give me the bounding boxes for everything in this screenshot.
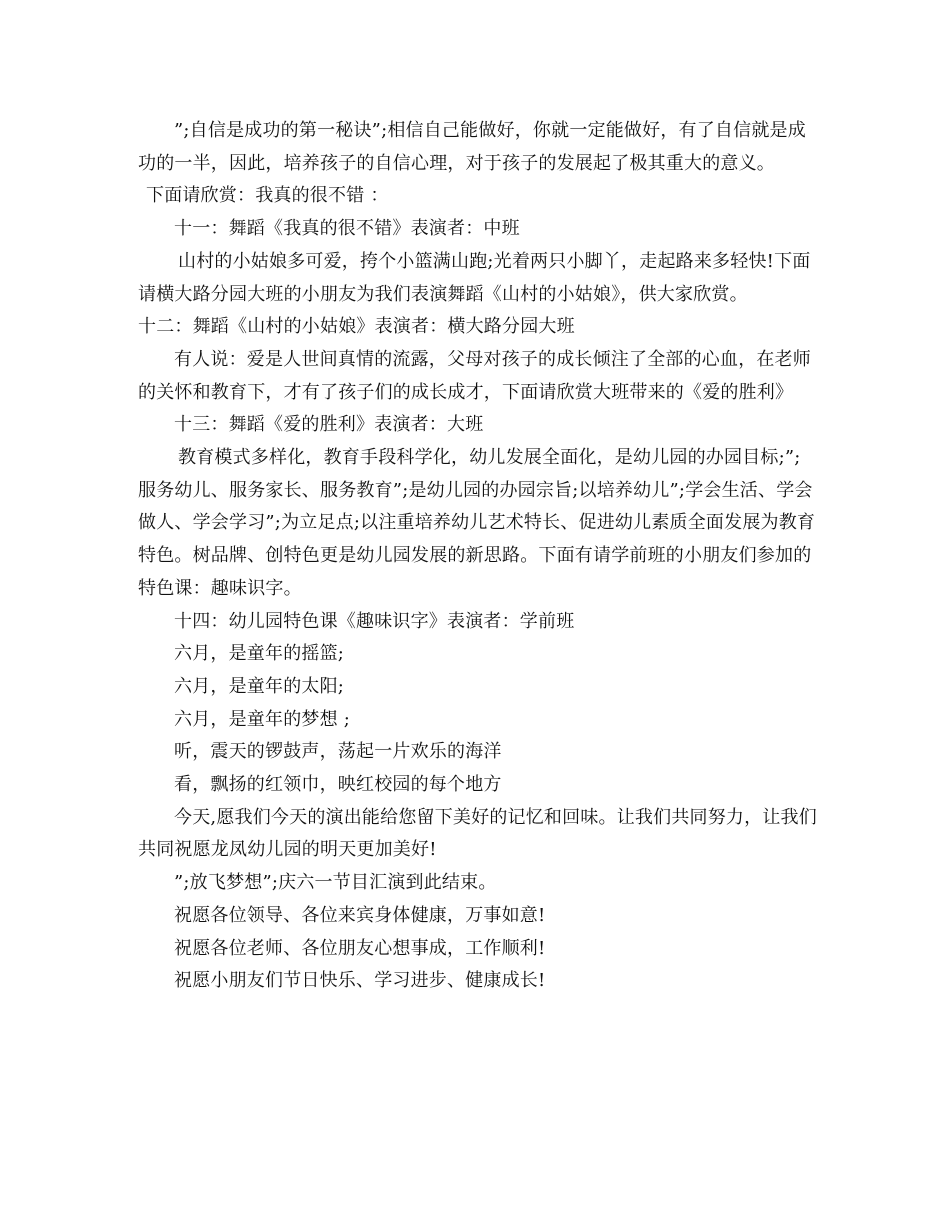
wish-line-1: 祝愿各位领导、各位来宾身体健康，万事如意! [174,904,546,926]
poem-line-5: 看，飘扬的红领巾，映红校园的每个地方 [174,774,502,796]
document-body [138,115,818,998]
paragraph-education: 教育模式多样化，教育手段科学化，幼儿发展全面化，是幼儿园的办园目标;”;服务幼儿、服务家长、服务教育”;是幼儿园的办园宗旨;以培养幼儿”;学会生活、学会做人、学会学习”;为立足点;以注重培养幼儿艺术特长、促进幼儿素质全面发展为教育特色。树品牌、创特色更是幼儿园发展的新思路。下面有请学前班的小朋友们参加的特色课：趣味识字。 [138,447,816,599]
poem-line-2: 六月，是童年的太阳; [174,675,345,697]
program-item-11: 十一：舞蹈《我真的很不错》表演者：中班 [174,218,520,240]
paragraph-love: 有人说：爱是人世间真情的流露，父母对孩子的成长倾注了全部的心血，在老师的关怀和教育下，才有了孩子们的成长成才，下面请欣赏大班带来的《爱的胜利》 [138,348,811,403]
program-item-13: 十三：舞蹈《爱的胜利》表演者：大班 [174,414,484,436]
wish-line-3: 祝愿小朋友们节日快乐、学习进步、健康成长! [174,970,546,992]
paragraph-intro-1: 下面请欣赏：我真的很不错 ： [146,185,389,207]
paragraph-confidence: ”;自信是成功的第一秘诀”;相信自己能做好，你就一定能做好，有了自信就是成功的一半，因此，培养孩子的自信心理，对于孩子的发展起了极其重大的意义。 [138,120,806,174]
program-item-14: 十四：幼儿园特色课《趣味识字》表演者：学前班 [174,610,575,632]
paragraph-today: 今天,愿我们今天的演出能给您留下美好的记忆和回味。让我们共同努力，让我们共同祝愿龙凤幼儿园的明天更加美好! [138,806,817,861]
poem-line-4: 听，震天的锣鼓声，荡起一片欢乐的海洋 [174,741,502,763]
paragraph-ending: ”;放飞梦想”;庆六一节目汇演到此结束。 [174,872,497,894]
poem-line-3: 六月，是童年的梦想 ; [174,708,350,730]
program-item-12: 十二：舞蹈《山村的小姑娘》表演者：横大路分园大班 [138,316,575,338]
poem-line-1: 六月，是童年的摇篮; [174,643,345,665]
wish-line-2: 祝愿各位老师、各位朋友心想事成，工作顺利! [174,937,546,959]
paragraph-mountain-girl: 山村的小姑娘多可爱，挎个小篮满山跑;光着两只小脚丫，走起路来多轻快!下面请横大路分园大班的小朋友为我们表演舞蹈《山村的小姑娘》，供大家欣赏。 [138,250,811,305]
